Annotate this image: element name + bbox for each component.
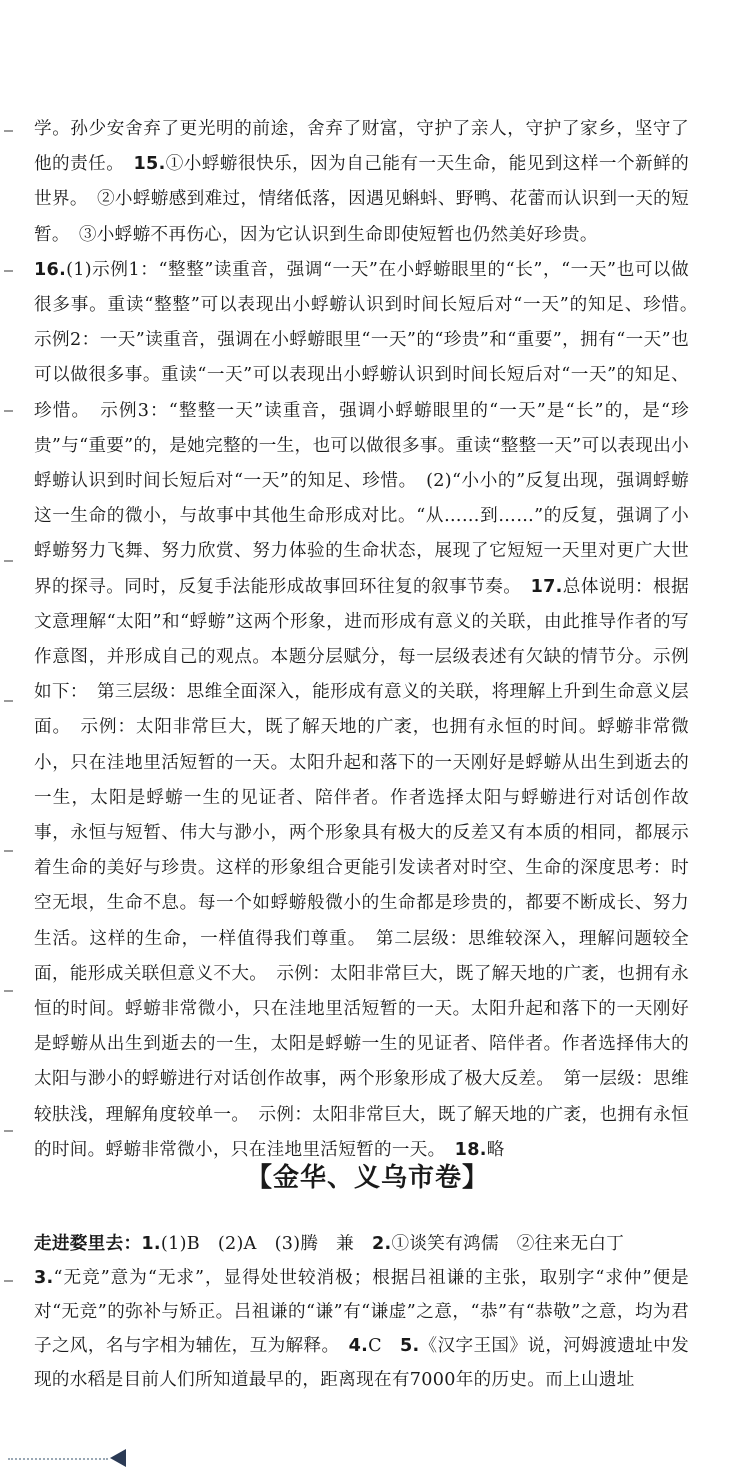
- answer-3: “无竞”意为“无求”，显得处世较消极；根据吕祖谦的主张，取别字“求仲”便是对“无竞”的弥补与矫正。吕祖谦的“谦”有“谦虚”之意，“恭”有“恭敬”之意，均为君子之风，名与字相为辅佐，互为解释。: [34, 1268, 689, 1356]
- text-line: 他的责任。: [34, 154, 116, 175]
- answer-4: C: [368, 1336, 400, 1356]
- margin-mark: [4, 410, 13, 412]
- answer-18: 略: [486, 1139, 505, 1160]
- margin-mark: [4, 560, 13, 562]
- answer-5: 《汉字王国》说，河姆渡遗址中发现的水稻是目前人们所知道最早的，距离现在有7000年的历史。而上山遗址: [34, 1336, 689, 1390]
- question-number-1: 1.: [141, 1234, 161, 1254]
- question-number-3: 3.: [34, 1268, 54, 1288]
- answer-15-part-2: 鲜的世界。 ②小蜉蝣感到难过，情绪低落，因遇见蝌蚪、野鸭、花蕾而认识到一: [34, 154, 690, 210]
- footer-dotted-rule: [8, 1458, 108, 1460]
- margin-mark: [4, 130, 13, 132]
- answer-paragraph-16-18: [34, 253, 707, 1168]
- answer-paragraph-section2: [34, 1227, 689, 1397]
- question-number-4: 4.: [348, 1336, 369, 1356]
- answer-1: (1)B (2)A (3)腾 兼: [160, 1234, 372, 1254]
- answer-17: 总体说明：根据文意理解“太阳”和“蜉蝣”这两个形象，进而形成有意义的关联，由此推导作者的写作意图，并形成自己的观点。本题分层赋分，每一层级表述有欠缺的情节分。示例如下： 第三层级：思维全面深入，能形成有意义的关联，将理解上升到生命意义层面。 示例：太阳非常巨大，既了解天地的广袤，也拥有永恒的时间。蜉蝣非常微小，只在洼地里活短暂的一天。太阳升起和落下的一天刚好是蜉蝣从出生到逝去的一生，太阳是蜉蝣一生的见证者、陪伴者。作者选择太阳与蜉蝣进行对话创作故事，永恒与短暂、伟大与渺小，两个形象具有极大的反差又有本质的相同，都展示着生命的美好与珍贵。这样的形象组合更能引发读者对时空、生命的深度思考：时空无垠，生命不息。每一个如蜉蝣般微小的生命都是珍贵的，都要不断成长、努力生活。这样的生命，一样值得我们尊重。 第二层级：思维较深入，理解问题较全面，能形成关联但意义不大。 示例：太阳非常巨大，既了解天地的广袤，也拥有永恒的时间。蜉蝣非常微小，只在洼地里活短暂的一天。太阳升起和落下的一天刚好是蜉蝣从出生到逝去的一生，太阳是蜉蝣一生的见证者、陪伴者。作者选择伟大的太阳与渺小的蜉蝣进行对话创作故事，两个形象形成了极大反差。 第一层级：思维较肤浅，理解角度较单一。 示例：太阳非常巨大，既了解天地的广袤，也拥有永恒的时间。蜉蝣非常微小，只在洼地里活短暂的一天。: [34, 576, 689, 1160]
- question-number-16: 16.: [34, 259, 67, 280]
- answer-2: ①谈笑有鸿儒 ②往来无白丁: [391, 1234, 625, 1254]
- margin-mark: [4, 850, 13, 852]
- margin-mark: [4, 1130, 13, 1132]
- answer-15-part-1: ①小蜉蝣很快乐，因为自己能有一天生命，能见到这样一个新: [165, 154, 654, 175]
- margin-mark: [4, 1280, 13, 1282]
- page-arrow-icon: [110, 1449, 126, 1467]
- margin-mark: [4, 990, 13, 992]
- question-number-15: 15.: [133, 154, 166, 175]
- question-number-18: 18.: [454, 1139, 487, 1160]
- section-title: 【金华、义乌市卷】: [245, 1163, 489, 1193]
- answer-15-part-3: 天的短暂。 ③小蜉蝣不再伤心，因为它认识到生命即使短暂也仍然美好珍贵。: [34, 189, 689, 245]
- question-number-17: 17.: [530, 576, 563, 597]
- answer-16: (1)示例1：“整整”读重音，强调“一天”在小蜉蝣眼里的“长”，“一天”也可以做很多事。重读“整整”可以表现出小蜉蝣认识到时间长短后对“一天”的知足、珍惜。 示例2：一天”读重音，强调在小蜉蝣眼里“一天”的“珍贵”和“重要”，拥有“一天”也可以做很多事。重读“一天”可以表现出小蜉蝣认识到时间长短后对“一天”的知足、珍惜。 示例3：“整整一天”读重音，强调小蜉蝣眼里的“一天”是“长”的，是“珍贵”与“重要”的，是她完整的一生，也可以做很多事。重读“整整一天”可以表现出小蜉蝣认识到时间长短后对“一天”的知足、珍惜。 (2)“小小的”反复出现，强调蜉蝣这一生命的微小，与故事中其他生命形成对比。“从……到……”的反复，强调了小蜉蝣努力飞舞、努力欣赏、努力体验的生命状态，展现了它短短一天里对更广大世界的探寻。同时，反复手法能形成故事回环往复的叙事节奏。: [34, 259, 707, 597]
- answer-paragraph-14-15: [34, 112, 689, 253]
- text-line: 学。孙少安舍弃了更光明的前途，舍弃了财富，守护了亲人，守护了家乡，坚守了: [34, 119, 689, 139]
- section-lead-label: 走进婺里去：: [34, 1234, 142, 1254]
- answer-text-body: [34, 112, 707, 1168]
- margin-mark: [4, 700, 13, 702]
- section-answers: [34, 1227, 689, 1397]
- question-number-2: 2.: [371, 1234, 392, 1254]
- margin-mark: [4, 270, 13, 272]
- question-number-5: 5.: [399, 1336, 420, 1356]
